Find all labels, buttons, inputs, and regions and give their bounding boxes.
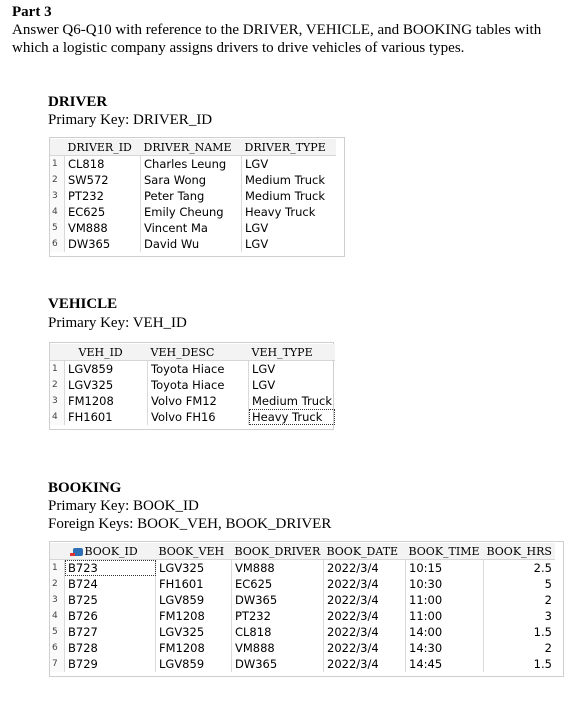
vehicle-header-row	[50, 344, 335, 361]
row-number: 3	[50, 592, 65, 608]
table-cell[interactable]: 1.5	[533, 625, 552, 639]
table-row[interactable]	[50, 236, 336, 252]
table-cell[interactable]: Heavy Truck	[249, 409, 335, 425]
row-number: 1	[50, 361, 65, 378]
table-cell[interactable]: Vincent Ma	[141, 220, 242, 236]
table-cell[interactable]: FH1601	[156, 576, 232, 592]
vehicle-primary-key: Primary Key: VEH_ID	[48, 315, 187, 331]
table-cell[interactable]: 11:00	[406, 608, 484, 624]
table-cell[interactable]: Sara Wong	[141, 172, 242, 188]
table-cell[interactable]: 14:00	[406, 624, 484, 640]
column-header[interactable]: BOOK_DRIVER	[232, 543, 324, 560]
table-cell[interactable]: Peter Tang	[141, 188, 242, 204]
row-number: 4	[50, 409, 65, 425]
table-cell[interactable]: Toyota Hiace	[148, 361, 249, 378]
table-row[interactable]	[50, 156, 336, 173]
table-cell[interactable]: 2	[544, 641, 552, 655]
key-icon	[73, 548, 83, 556]
table-cell[interactable]: 3	[544, 609, 552, 623]
driver-table	[50, 139, 336, 252]
table-cell[interactable]: B723	[65, 560, 156, 577]
table-cell[interactable]: LGV859	[65, 361, 148, 378]
table-cell[interactable]: VM888	[232, 560, 324, 577]
table-cell[interactable]: Medium Truck	[245, 173, 325, 187]
column-header[interactable]: DRIVER_NAME	[141, 139, 242, 156]
row-number: 2	[50, 576, 65, 592]
table-cell[interactable]: 5	[544, 577, 552, 591]
table-row[interactable]	[50, 640, 555, 656]
row-number: 7	[50, 656, 65, 672]
table-cell[interactable]: Charles Leung	[141, 156, 242, 173]
table-row[interactable]	[50, 608, 555, 624]
vehicle-table	[50, 344, 335, 425]
table-cell[interactable]: SW572	[65, 172, 141, 188]
table-cell[interactable]: B728	[65, 640, 156, 656]
table-row[interactable]	[50, 204, 336, 220]
table-cell[interactable]: 14:30	[406, 640, 484, 656]
booking-foreign-keys: Foreign Keys: BOOK_VEH, BOOK_DRIVER	[48, 516, 332, 532]
table-row[interactable]	[50, 576, 555, 592]
table-cell[interactable]: LGV325	[156, 560, 232, 577]
row-number: 5	[50, 220, 65, 236]
table-row[interactable]	[50, 409, 335, 425]
driver-title: DRIVER	[48, 94, 108, 110]
table-cell[interactable]: CL818	[65, 156, 141, 173]
table-cell[interactable]: LGV	[245, 237, 269, 251]
table-cell[interactable]: DW365	[232, 592, 324, 608]
row-number-header	[50, 543, 65, 560]
table-row[interactable]	[50, 220, 336, 236]
table-cell[interactable]: B727	[65, 624, 156, 640]
table-cell[interactable]: Emily Cheung	[141, 204, 242, 220]
table-row[interactable]	[50, 393, 335, 409]
vehicle-title: VEHICLE	[48, 296, 118, 312]
column-header[interactable]: VEH_ID	[65, 344, 148, 361]
table-cell[interactable]: LGV325	[156, 624, 232, 640]
driver-header-row	[50, 139, 336, 156]
table-cell[interactable]: Medium Truck	[252, 394, 332, 408]
column-header[interactable]	[65, 543, 156, 560]
table-cell[interactable]: Toyota Hiace	[148, 377, 249, 393]
row-number: 6	[50, 236, 65, 252]
table-cell[interactable]: PT232	[232, 608, 324, 624]
table-cell[interactable]: FH1601	[65, 409, 148, 425]
driver-primary-key: Primary Key: DRIVER_ID	[48, 112, 213, 128]
table-cell[interactable]: LGV325	[65, 377, 148, 393]
table-cell[interactable]: LGV	[245, 157, 269, 171]
table-cell[interactable]: 2	[544, 593, 552, 607]
table-row[interactable]	[50, 188, 336, 204]
table-cell[interactable]: 2022/3/4	[324, 608, 406, 624]
table-cell[interactable]: Volvo FM12	[148, 393, 249, 409]
table-cell[interactable]: 11:00	[406, 592, 484, 608]
table-cell[interactable]: DW365	[65, 236, 141, 252]
table-row[interactable]	[50, 592, 555, 608]
table-row[interactable]	[50, 172, 336, 188]
column-header[interactable]: DRIVER_TYPE	[242, 139, 336, 156]
table-cell[interactable]: 2022/3/4	[324, 560, 406, 577]
table-cell[interactable]: David Wu	[141, 236, 242, 252]
row-number: 1	[50, 560, 65, 577]
column-header[interactable]: BOOK_TIME	[406, 543, 484, 560]
table-row[interactable]	[50, 624, 555, 640]
table-cell[interactable]: 2022/3/4	[324, 624, 406, 640]
row-number-header	[50, 139, 65, 156]
table-cell[interactable]: 14:45	[406, 656, 484, 672]
row-number: 4	[50, 204, 65, 220]
row-number-header	[50, 344, 65, 361]
table-row[interactable]	[50, 361, 335, 378]
table-cell[interactable]: 2022/3/4	[324, 656, 406, 672]
table-cell[interactable]: FM1208	[156, 640, 232, 656]
table-cell[interactable]: 2022/3/4	[324, 640, 406, 656]
row-number: 1	[50, 156, 65, 173]
table-cell[interactable]: PT232	[65, 188, 141, 204]
row-number: 5	[50, 624, 65, 640]
table-cell[interactable]: 10:30	[406, 576, 484, 592]
table-row[interactable]	[50, 377, 335, 393]
table-cell[interactable]: 2022/3/4	[324, 592, 406, 608]
table-cell[interactable]: 10:15	[406, 560, 484, 577]
row-number: 6	[50, 640, 65, 656]
table-cell[interactable]: EC625	[65, 204, 141, 220]
column-header[interactable]: BOOK_HRS	[484, 543, 555, 560]
column-header[interactable]: DRIVER_ID	[65, 139, 141, 156]
intro-paragraph: Answer Q6-Q10 with reference to the DRIVER, VEHICLE, and BOOKING tables with which a logistic company assigns drivers to drive vehicles of various types.	[12, 22, 542, 56]
table-cell[interactable]: LGV	[245, 221, 269, 235]
table-cell[interactable]: Heavy Truck	[245, 205, 316, 219]
table-cell[interactable]: B725	[65, 592, 156, 608]
table-cell[interactable]: 2.5	[533, 561, 552, 575]
table-row[interactable]	[50, 656, 555, 672]
table-cell[interactable]: 2022/3/4	[324, 576, 406, 592]
table-cell[interactable]: FM1208	[65, 393, 148, 409]
table-cell[interactable]: LGV	[252, 362, 276, 376]
table-cell[interactable]: B726	[65, 608, 156, 624]
table-cell[interactable]: LGV859	[156, 592, 232, 608]
column-header[interactable]: BOOK_VEH	[156, 543, 232, 560]
booking-header-row	[50, 543, 555, 560]
table-cell[interactable]: VM888	[232, 640, 324, 656]
booking-title: BOOKING	[48, 480, 122, 496]
row-number: 3	[50, 188, 65, 204]
column-header-label: BOOK_ID	[84, 544, 138, 558]
table-cell[interactable]: CL818	[232, 624, 324, 640]
table-cell[interactable]: Medium Truck	[245, 189, 325, 203]
row-number: 4	[50, 608, 65, 624]
table-cell[interactable]: B724	[65, 576, 156, 592]
column-header[interactable]: BOOK_DATE	[324, 543, 406, 560]
row-number: 3	[50, 393, 65, 409]
part-heading: Part 3	[12, 4, 52, 20]
booking-primary-key: Primary Key: BOOK_ID	[48, 498, 199, 514]
booking-table	[50, 543, 555, 672]
table-cell[interactable]: Volvo FH16	[148, 409, 249, 425]
table-cell[interactable]: LGV859	[156, 656, 232, 672]
table-cell[interactable]: 1.5	[533, 657, 552, 671]
table-cell[interactable]: EC625	[232, 576, 324, 592]
table-cell[interactable]: B729	[65, 656, 156, 672]
column-header[interactable]: VEH_TYPE	[249, 344, 335, 361]
column-header[interactable]: VEH_DESC	[148, 344, 249, 361]
table-cell[interactable]: FM1208	[156, 608, 232, 624]
row-number: 2	[50, 377, 65, 393]
table-cell[interactable]: LGV	[252, 378, 276, 392]
table-cell[interactable]: VM888	[65, 220, 141, 236]
table-row[interactable]	[50, 560, 555, 577]
row-number: 2	[50, 172, 65, 188]
table-cell[interactable]: DW365	[232, 656, 324, 672]
